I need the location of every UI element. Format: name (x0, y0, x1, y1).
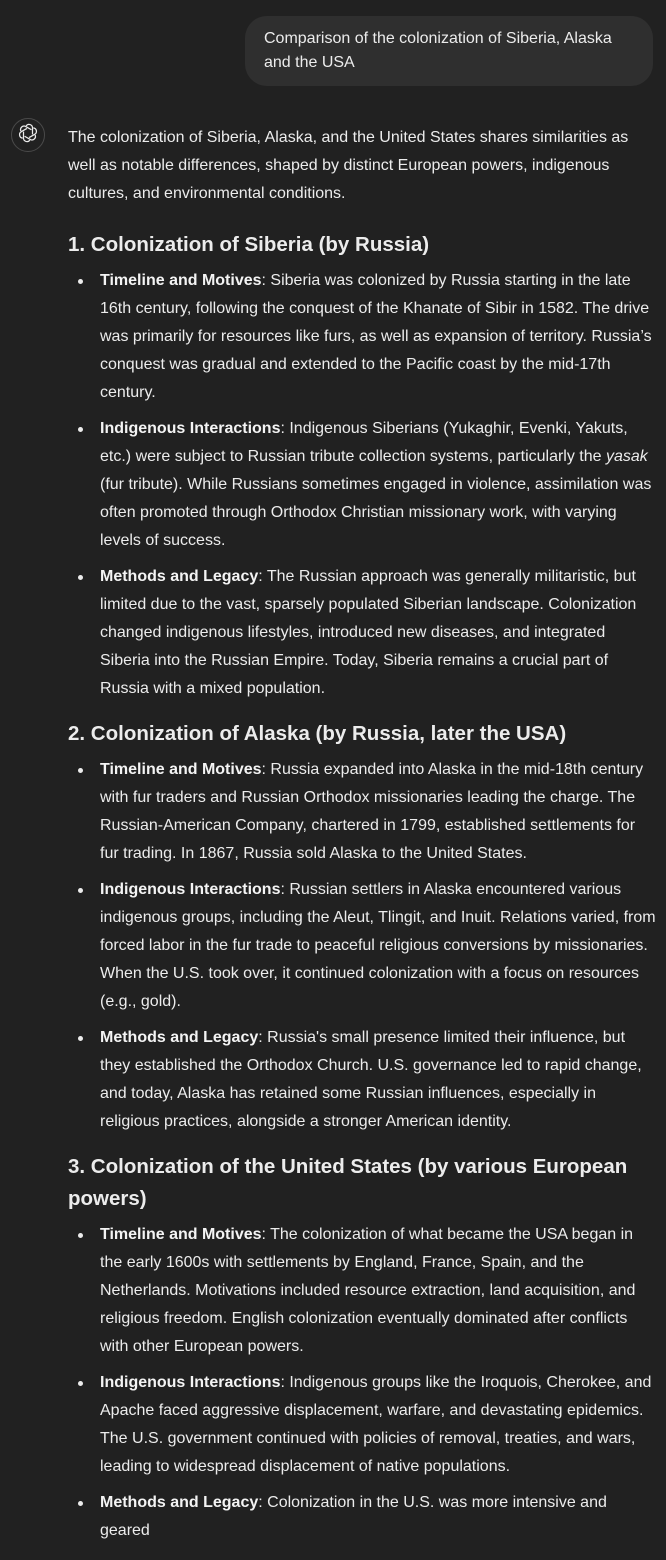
item-label: Methods and Legacy (100, 1494, 259, 1511)
item-text: : Russia's small presence limited their influence, but they established the Orthodox Church. U.S. governance led to rapid change, and today, Alaska has retained some Russian influences, especially in religious practices, alongside a stronger American identity. (100, 1029, 642, 1130)
item-label: Indigenous Interactions (100, 1374, 281, 1391)
section-list-alaska (68, 756, 656, 1136)
list-item (100, 756, 656, 868)
item-text: : Russia expanded into Alaska in the mid-18th century with fur traders and Russian Orthodox missionaries leading the charge. The Russian-American Company, chartered in 1799, established settlements for fur trading. In 1867, Russia sold Alaska to the United States. (100, 761, 644, 862)
item-text: : Indigenous Siberians (Yukaghir, Evenki, Yakuts, etc.) were subject to Russian tribute collection systems, particularly the (100, 420, 628, 465)
intro-paragraph: The colonization of Siberia, Alaska, and the United States shares similarities as well as notable differences, shaped by distinct European powers, indigenous cultures, and environmental conditions. (68, 129, 629, 202)
item-text: : The Russian approach was generally militaristic, but limited due to the vast, sparsely populated Siberian landscape. Colonization changed indigenous lifestyles, introduced new diseases, and integrated Siberia into the Russian Empire. Today, Siberia remains a crucial part of Russia with a mixed population. (100, 568, 637, 697)
section-heading-siberia: 1. Colonization of Siberia (by Russia) (68, 233, 430, 256)
assistant-avatar (11, 118, 45, 152)
list-item (100, 563, 656, 703)
item-text: (fur tribute). While Russians sometimes engaged in violence, assimilation was often promoted through Orthodox Christian missionary work, with varying levels of success. (100, 476, 652, 549)
list-item (100, 1369, 656, 1481)
item-label: Indigenous Interactions (100, 420, 281, 437)
section-heading-alaska: 2. Colonization of Alaska (by Russia, later the USA) (68, 722, 567, 745)
item-text: : Indigenous groups like the Iroquois, Cherokee, and Apache faced aggressive displacement, warfare, and devastating epidemics. The U.S. government continued with policies of removal, treaties, and wars, leading to widespread displacement of native populations. (100, 1374, 652, 1475)
item-text: : Colonization in the U.S. was more intensive and geared (100, 1494, 607, 1539)
section-list-siberia (68, 267, 656, 703)
item-label: Methods and Legacy (100, 1029, 259, 1046)
item-label: Methods and Legacy (100, 568, 259, 585)
item-label: Indigenous Interactions (100, 881, 281, 898)
list-item (100, 415, 656, 555)
section-heading-usa: 3. Colonization of the United States (by various European powers) (68, 1155, 628, 1210)
list-item (100, 876, 656, 1016)
user-message-text: Comparison of the colonization of Siberia, Alaska and the USA (264, 30, 612, 71)
section-list-usa (68, 1221, 656, 1545)
list-item (100, 1221, 656, 1361)
item-label: Timeline and Motives (100, 272, 262, 289)
item-text: : The colonization of what became the USA began in the early 1600s with settlements by England, France, Spain, and the Netherlands. Motivations included resource extraction, land acquisition, and religious freedom. English colonization eventually dominated after conflicts with other European powers. (100, 1226, 636, 1355)
assistant-message (68, 124, 656, 1560)
item-label: Timeline and Motives (100, 1226, 262, 1243)
item-label: Timeline and Motives (100, 761, 262, 778)
item-emphasis: yasak (605, 448, 648, 465)
user-message-row (245, 16, 653, 86)
list-item (100, 267, 656, 407)
item-text: : Russian settlers in Alaska encountered various indigenous groups, including the Aleut, Tlingit, and Inuit. Relations varied, from forced labor in the fur trade to peaceful religious conversions by missionaries. When the U.S. took over, it continued colonization with a focus on resources (e.g., gold). (100, 881, 656, 1010)
user-message-bubble (245, 16, 653, 86)
openai-logo-icon (18, 123, 38, 148)
item-text: : Siberia was colonized by Russia starting in the late 16th century, following the conquest of the Khanate of Sibir in 1582. The drive was primarily for resources like furs, as well as expansion of territory. Russia’s conquest was gradual and extended to the Pacific coast by the mid-17th century. (100, 272, 652, 401)
list-item (100, 1489, 656, 1545)
list-item (100, 1024, 656, 1136)
